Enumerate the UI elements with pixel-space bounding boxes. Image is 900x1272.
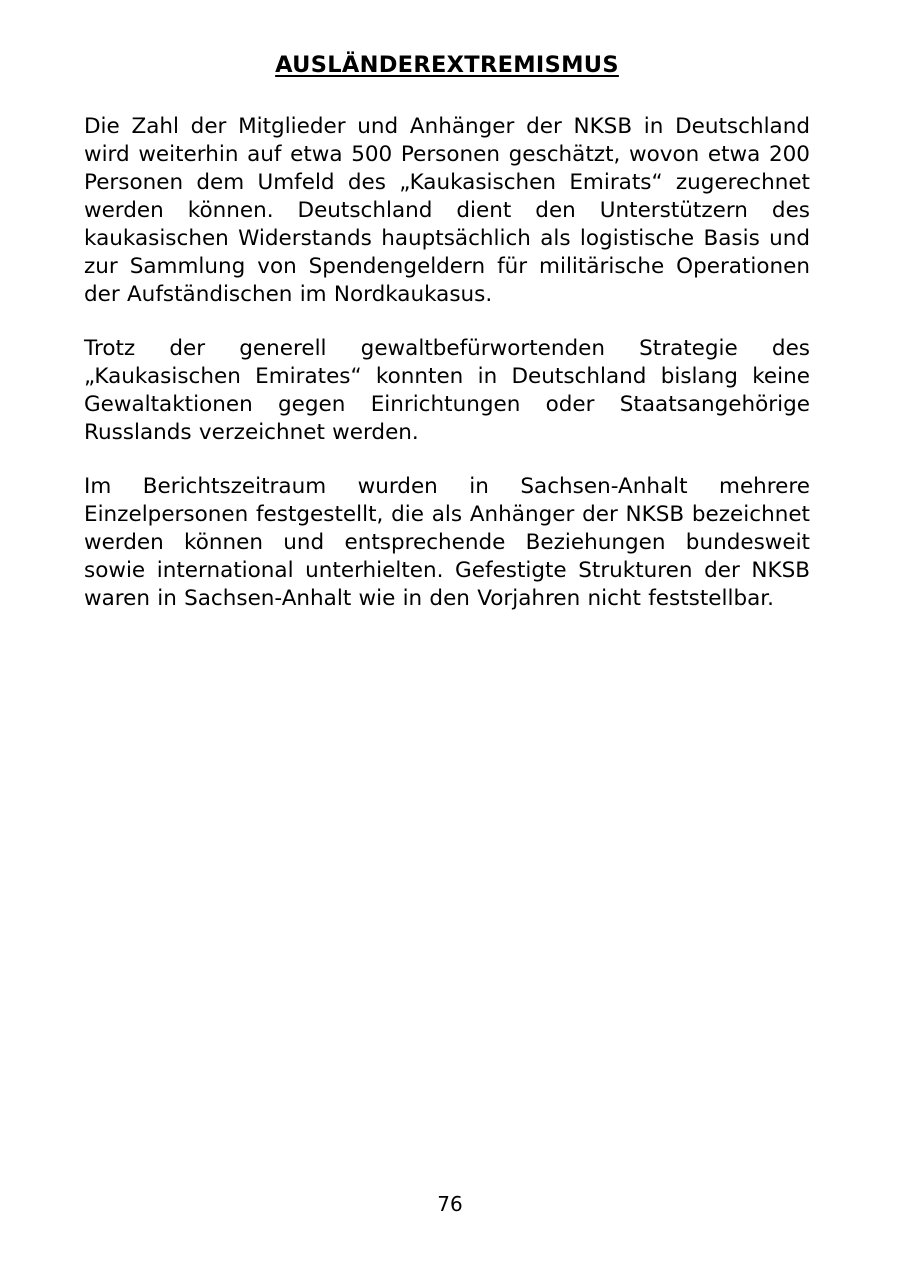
page-number: 76 xyxy=(437,1192,463,1216)
paragraph-1: Die Zahl der Mitglieder und Anhänger der NKSB in Deutschland wird weiterhin auf etwa 500 Personen geschätzt, wovon etwa 200 Personen dem Umfeld des „Kaukasischen Emirats“ zugerechnet werden können. Deutschland dient den Unterstützern des kaukasischen Widerstands hauptsächlich als logistische Basis und zur Sammlung von Spendengeldern für militärische Operationen der Aufständischen im Nordkaukasus. xyxy=(84,114,810,307)
page-content xyxy=(84,52,810,613)
paragraph-2: Trotz der generell gewaltbefürwortenden Strategie des „Kaukasischen Emirates“ konnten in Deutschland bislang keine Gewaltaktionen gegen Einrichtungen oder Staatsangehörige Russlands verzeichnet werden. xyxy=(84,336,810,445)
paragraph-3: Im Berichtszeitraum wurden in Sachsen-Anhalt mehrere Einzelpersonen festgestellt, die als Anhänger der NKSB bezeichnet werden können und entsprechende Beziehungen bundesweit sowie international unterhielten. Gefestigte Strukturen der NKSB waren in Sachsen-Anhalt wie in den Vorjahren nicht feststellbar. xyxy=(84,474,810,611)
page-title: AUSLÄNDEREXTREMISMUS xyxy=(275,52,619,78)
